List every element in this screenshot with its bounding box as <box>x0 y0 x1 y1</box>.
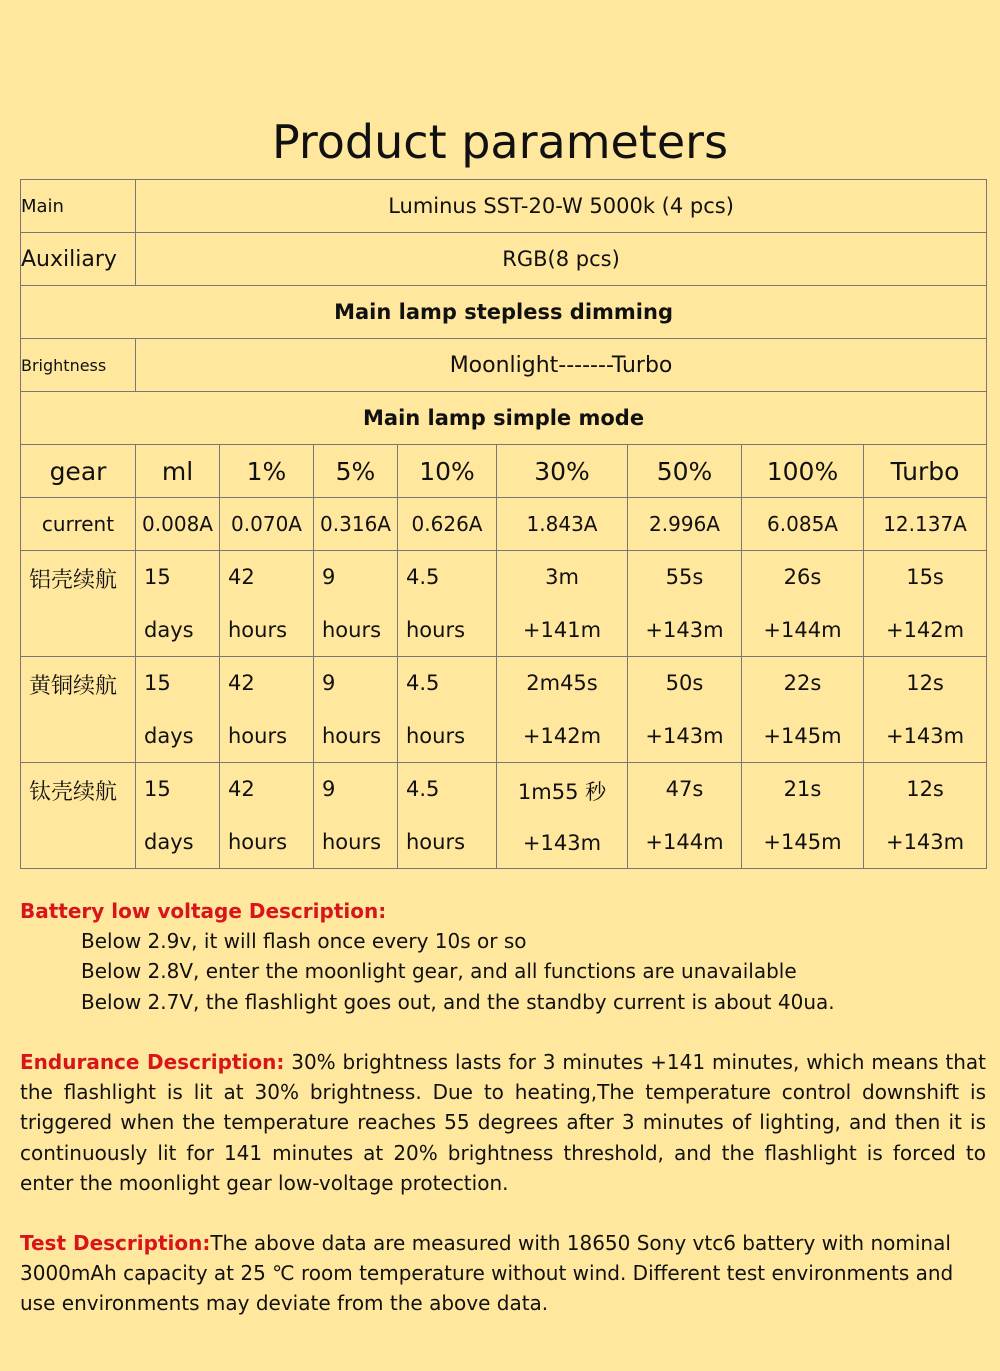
runtime-unit: +145m <box>763 723 842 748</box>
runtime-cell <box>497 551 628 657</box>
runtime-unit: hours <box>406 829 466 854</box>
runtime-cell <box>136 657 220 763</box>
runtime-value: 21s <box>783 777 822 802</box>
current-cell: 2.996A <box>628 498 742 551</box>
gear-cell: 5% <box>314 445 398 498</box>
main-label: Main <box>21 180 136 233</box>
gear-cell: 1% <box>220 445 314 498</box>
runtime-cell <box>864 551 987 657</box>
runtime-unit: +144m <box>763 617 842 642</box>
titanium-runtime-row <box>21 763 987 869</box>
runtime-cell <box>398 763 497 869</box>
main-value: Luminus SST-20-W 5000k (4 pcs) <box>136 180 987 233</box>
runtime-unit: days <box>144 829 194 854</box>
runtime-value: 55s <box>665 565 704 590</box>
battery-line: Below 2.9v, it will flash once every 10s or so <box>81 929 527 954</box>
stepless-header-row <box>21 286 987 339</box>
gear-cell: 50% <box>628 445 742 498</box>
runtime-unit: days <box>144 723 194 748</box>
parameters-table <box>20 179 987 869</box>
endurance-text: 30% brightness lasts for 3 minutes +141 minutes, which means that the flashlight is lit at 30% brightness. Due to heating,The temperature control downshift is triggered when the temperature reaches 55 degrees after 3 minutes of lighting, and then it is continuously lit for 141 minutes at 20% brightness threshold, and the flashlight is forced to enter the moonlight gear low-voltage protection. <box>20 1050 986 1195</box>
gear-row <box>21 445 987 498</box>
runtime-cell <box>314 763 398 869</box>
runtime-unit: +141m <box>522 617 602 642</box>
runtime-value: 12s <box>906 777 944 802</box>
current-row <box>21 498 987 551</box>
aux-value: RGB(8 pcs) <box>136 233 987 286</box>
current-cell: 1.843A <box>497 498 628 551</box>
test-heading: Test Description: <box>20 1231 211 1255</box>
runtime-value: 3m <box>545 565 579 590</box>
gear-cell: 100% <box>742 445 864 498</box>
runtime-value: 22s <box>783 671 822 696</box>
battery-line: Below 2.8V, enter the moonlight gear, and all functions are unavailable <box>81 959 797 984</box>
battery-line: Below 2.7V, the flashlight goes out, and the standby current is about 40ua. <box>81 989 835 1014</box>
runtime-value: 15 <box>144 565 171 590</box>
gear-cell: 30% <box>497 445 628 498</box>
brightness-label: Brightness <box>21 339 136 392</box>
stepless-header: Main lamp stepless dimming <box>21 286 987 339</box>
brightness-row <box>21 339 987 392</box>
runtime-cell <box>314 551 398 657</box>
runtime-cell <box>220 551 314 657</box>
gear-cell: 10% <box>398 445 497 498</box>
runtime-cell <box>628 551 742 657</box>
runtime-value: 9 <box>322 565 336 590</box>
runtime-unit: +143m <box>885 829 965 854</box>
current-cell: 0.316A <box>314 498 398 551</box>
runtime-value: 2m45s <box>526 671 598 696</box>
runtime-unit: +143m <box>645 617 724 642</box>
runtime-unit: hours <box>322 723 382 748</box>
runtime-unit: days <box>144 617 194 642</box>
runtime-cell <box>136 763 220 869</box>
runtime-unit: +142m <box>522 723 602 748</box>
test-section <box>20 1228 986 1319</box>
runtime-unit: +142m <box>885 617 965 642</box>
runtime-cell <box>864 657 987 763</box>
current-cell: current <box>21 498 136 551</box>
brass-runtime-row <box>21 657 987 763</box>
runtime-unit: hours <box>322 617 382 642</box>
runtime-value: 26s <box>783 565 822 590</box>
runtime-unit: hours <box>228 723 288 748</box>
runtime-value: 15s <box>906 565 944 590</box>
runtime-unit: hours <box>228 829 288 854</box>
runtime-label: 黄铜续航 <box>21 657 136 763</box>
runtime-unit: hours <box>228 617 288 642</box>
aux-label: Auxiliary <box>21 233 136 286</box>
runtime-value: 15 <box>144 777 171 802</box>
page-title: Product parameters <box>271 115 729 169</box>
runtime-value: 9 <box>322 777 336 802</box>
runtime-cell <box>136 551 220 657</box>
main-led-row <box>21 180 987 233</box>
runtime-cell <box>497 763 628 869</box>
runtime-unit: hours <box>406 723 466 748</box>
runtime-value: 15 <box>144 671 171 696</box>
runtime-label: 钛壳续航 <box>21 763 136 869</box>
gear-cell: ml <box>136 445 220 498</box>
runtime-value: 47s <box>665 777 704 802</box>
runtime-cell <box>628 657 742 763</box>
runtime-unit: hours <box>406 617 466 642</box>
runtime-cell <box>220 763 314 869</box>
runtime-unit: +143m <box>885 723 965 748</box>
brightness-value: Moonlight-------Turbo <box>136 339 987 392</box>
runtime-cell <box>742 657 864 763</box>
runtime-cell <box>628 763 742 869</box>
gear-cell: Turbo <box>864 445 987 498</box>
runtime-cell <box>742 551 864 657</box>
runtime-value: 12s <box>906 671 944 696</box>
endurance-section <box>20 1047 986 1198</box>
test-text: The above data are measured with 18650 Sony vtc6 battery with nominal 3000mAh capacity at 25 ℃ room temperature without wind. Different test environments and use environments may deviate from the above data. <box>20 1231 954 1316</box>
runtime-cell <box>314 657 398 763</box>
aluminum-runtime-row <box>21 551 987 657</box>
runtime-unit: +143m <box>645 723 724 748</box>
current-cell: 12.137A <box>864 498 987 551</box>
runtime-value: 50s <box>665 671 704 696</box>
gear-cell: gear <box>21 445 136 498</box>
runtime-value: 42 <box>228 777 255 802</box>
runtime-cell <box>398 657 497 763</box>
battery-section <box>20 896 986 1017</box>
endurance-heading: Endurance Description: <box>20 1050 285 1074</box>
runtime-unit: +143m <box>522 831 602 856</box>
runtime-cell <box>497 657 628 763</box>
runtime-value: 42 <box>228 671 255 696</box>
runtime-cell <box>742 763 864 869</box>
runtime-cell <box>398 551 497 657</box>
battery-heading: Battery low voltage Description: <box>20 899 387 923</box>
runtime-value: 42 <box>228 565 255 590</box>
simple-header-row <box>21 392 987 445</box>
runtime-cell <box>220 657 314 763</box>
runtime-value: 1m55 秒 <box>517 779 607 804</box>
runtime-value: 4.5 <box>406 777 440 802</box>
runtime-value: 9 <box>322 671 336 696</box>
current-cell: 0.626A <box>398 498 497 551</box>
simple-header: Main lamp simple mode <box>21 392 987 445</box>
runtime-unit: hours <box>322 829 382 854</box>
runtime-value: 4.5 <box>406 671 440 696</box>
aux-led-row <box>21 233 987 286</box>
runtime-unit: +145m <box>763 829 842 854</box>
current-cell: 0.008A <box>136 498 220 551</box>
runtime-cell <box>864 763 987 869</box>
current-cell: 6.085A <box>742 498 864 551</box>
runtime-value: 4.5 <box>406 565 440 590</box>
current-cell: 0.070A <box>220 498 314 551</box>
runtime-unit: +144m <box>645 829 724 854</box>
runtime-label: 铝壳续航 <box>21 551 136 657</box>
